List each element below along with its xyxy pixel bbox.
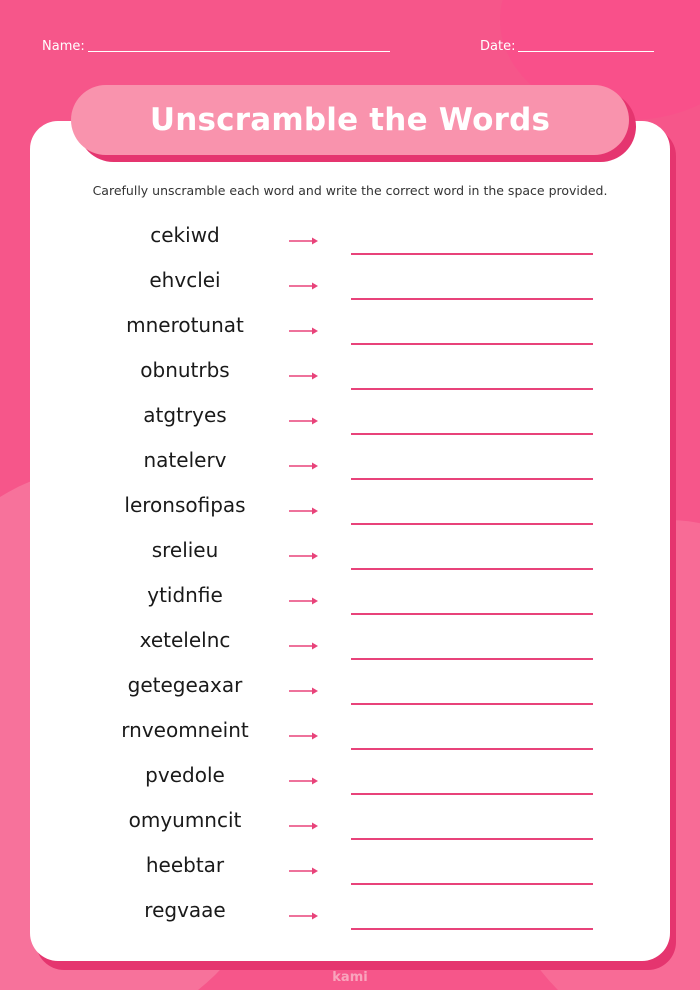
answer-line[interactable] xyxy=(351,478,593,480)
date-input-line[interactable] xyxy=(518,51,654,52)
right-arrow-icon xyxy=(288,816,320,826)
word-row xyxy=(0,350,700,395)
instructions-text: Carefully unscramble each word and write the correct word in the space provided. xyxy=(92,183,608,198)
word-row xyxy=(0,890,700,935)
scrambled-word: natelerv xyxy=(143,448,227,472)
right-arrow-icon xyxy=(288,321,320,331)
name-field[interactable] xyxy=(42,39,390,54)
right-arrow-icon xyxy=(288,636,320,646)
answer-line[interactable] xyxy=(351,928,593,930)
answer-line[interactable] xyxy=(351,343,593,345)
name-label: Name: xyxy=(42,39,85,54)
right-arrow-icon xyxy=(288,501,320,511)
answer-line[interactable] xyxy=(351,793,593,795)
word-list xyxy=(0,215,700,935)
scrambled-word: omyumncit xyxy=(128,808,242,832)
scrambled-word: ytidnfie xyxy=(147,583,223,607)
scrambled-word: rnveomneint xyxy=(121,718,249,742)
word-row xyxy=(0,215,700,260)
scrambled-word: heebtar xyxy=(145,853,225,877)
scrambled-word: srelieu xyxy=(151,538,219,562)
scrambled-word: obnutrbs xyxy=(140,358,230,382)
answer-line[interactable] xyxy=(351,703,593,705)
scrambled-word: atgtryes xyxy=(143,403,227,427)
answer-line[interactable] xyxy=(351,883,593,885)
word-row xyxy=(0,530,700,575)
answer-line[interactable] xyxy=(351,523,593,525)
scrambled-word: ehvclei xyxy=(149,268,221,292)
page-title: Unscramble the Words xyxy=(149,102,551,138)
word-row xyxy=(0,260,700,305)
right-arrow-icon xyxy=(288,456,320,466)
right-arrow-icon xyxy=(288,726,320,736)
word-row xyxy=(0,440,700,485)
scrambled-word: getegeaxar xyxy=(127,673,243,697)
date-field[interactable] xyxy=(480,39,654,54)
date-label: Date: xyxy=(480,39,516,54)
title-banner xyxy=(71,85,629,155)
word-row xyxy=(0,845,700,890)
word-row xyxy=(0,665,700,710)
word-row xyxy=(0,395,700,440)
answer-line[interactable] xyxy=(351,838,593,840)
scrambled-word: regvaae xyxy=(144,898,226,922)
word-row xyxy=(0,710,700,755)
answer-line[interactable] xyxy=(351,568,593,570)
scrambled-word: cekiwd xyxy=(150,223,220,247)
scrambled-word: pvedole xyxy=(145,763,225,787)
answer-line[interactable] xyxy=(351,298,593,300)
scrambled-word: leronsofipas xyxy=(124,493,246,517)
answer-line[interactable] xyxy=(351,433,593,435)
brand-logo: kami xyxy=(332,970,368,985)
word-row xyxy=(0,620,700,665)
right-arrow-icon xyxy=(288,681,320,691)
word-row xyxy=(0,485,700,530)
answer-line[interactable] xyxy=(351,658,593,660)
name-input-line[interactable] xyxy=(88,51,390,52)
word-row xyxy=(0,755,700,800)
word-row xyxy=(0,800,700,845)
right-arrow-icon xyxy=(288,771,320,781)
word-row xyxy=(0,575,700,620)
right-arrow-icon xyxy=(288,231,320,241)
answer-line[interactable] xyxy=(351,748,593,750)
answer-line[interactable] xyxy=(351,388,593,390)
word-row xyxy=(0,305,700,350)
scrambled-word: mnerotunat xyxy=(126,313,244,337)
right-arrow-icon xyxy=(288,546,320,556)
right-arrow-icon xyxy=(288,591,320,601)
scrambled-word: xetelelnc xyxy=(139,628,231,652)
answer-line[interactable] xyxy=(351,253,593,255)
right-arrow-icon xyxy=(288,906,320,916)
right-arrow-icon xyxy=(288,411,320,421)
right-arrow-icon xyxy=(288,276,320,286)
right-arrow-icon xyxy=(288,861,320,871)
answer-line[interactable] xyxy=(351,613,593,615)
right-arrow-icon xyxy=(288,366,320,376)
